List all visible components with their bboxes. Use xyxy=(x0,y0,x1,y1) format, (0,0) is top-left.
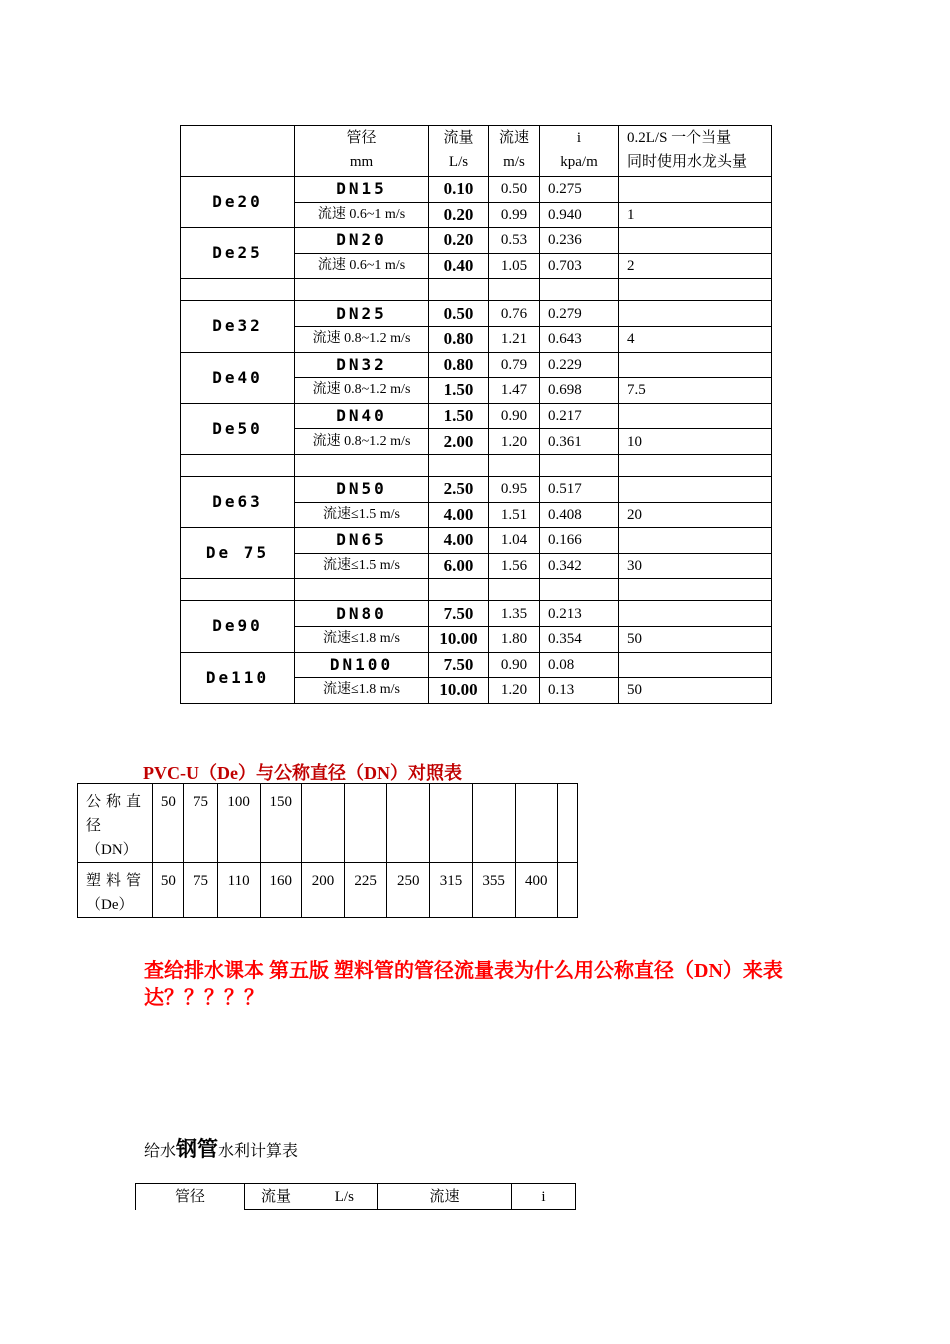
fixture-count-cell xyxy=(619,601,772,627)
blank-cell xyxy=(619,579,772,601)
de-size-cell: De25 xyxy=(181,228,295,279)
velocity-cell: 0.76 xyxy=(489,301,540,327)
flow-cell: 0.20 xyxy=(429,228,489,254)
table-row xyxy=(181,528,772,554)
head-loss-cell: 0.698 xyxy=(540,378,619,404)
fixture-count-cell xyxy=(619,528,772,554)
header-i: i kpa/m xyxy=(540,126,619,177)
fixture-count-cell xyxy=(619,228,772,254)
head-loss-cell: 0.354 xyxy=(540,626,619,652)
flow-cell: 2.00 xyxy=(429,429,489,455)
fixture-count-cell: 10 xyxy=(619,429,772,455)
fixture-count-cell xyxy=(619,652,772,678)
blank-cell xyxy=(619,454,772,476)
pvc-cell: 75 xyxy=(184,863,217,918)
velocity-cell: 1.05 xyxy=(489,253,540,279)
header-velocity: 流速 m/s xyxy=(489,126,540,177)
pvc-cell: 100 xyxy=(217,784,260,863)
pvc-cell xyxy=(515,784,557,863)
flow-cell: 10.00 xyxy=(429,678,489,704)
flow-cell: 2.50 xyxy=(429,476,489,502)
velocity-cell: 0.79 xyxy=(489,352,540,378)
de-size-cell: De40 xyxy=(181,352,295,403)
pvc-cell: 355 xyxy=(472,863,515,918)
fixture-count-cell xyxy=(619,476,772,502)
table-row xyxy=(181,476,772,502)
header-diameter: 管径 mm xyxy=(295,126,429,177)
pvc-cell xyxy=(345,784,387,863)
fixture-count-cell: 30 xyxy=(619,553,772,579)
dn-size-cell: DN25 xyxy=(295,301,429,327)
dn-size-cell: DN65 xyxy=(295,528,429,554)
flow-cell: 0.80 xyxy=(429,352,489,378)
header-row xyxy=(181,126,772,177)
blank-row xyxy=(181,579,772,601)
fixture-count-cell: 1 xyxy=(619,202,772,228)
de-size-cell: De32 xyxy=(181,301,295,352)
blank-cell xyxy=(540,454,619,476)
blank-cell xyxy=(489,279,540,301)
pvc-cell: 75 xyxy=(184,784,217,863)
de-size-cell: De50 xyxy=(181,403,295,454)
pvc-cell-empty xyxy=(557,863,577,918)
blank-row xyxy=(181,279,772,301)
flow-cell: 0.10 xyxy=(429,177,489,203)
blank-cell xyxy=(489,579,540,601)
pvc-dn-table xyxy=(77,783,578,918)
pvc-cell: 315 xyxy=(430,863,472,918)
pvc-cell: 160 xyxy=(260,863,301,918)
table-row xyxy=(181,177,772,203)
table-row xyxy=(181,601,772,627)
pvc-cell-empty xyxy=(557,784,577,863)
head-loss-cell: 0.217 xyxy=(540,403,619,429)
head-loss-cell: 0.236 xyxy=(540,228,619,254)
blank-row xyxy=(181,454,772,476)
velocity-cell: 0.95 xyxy=(489,476,540,502)
velocity-cell: 0.50 xyxy=(489,177,540,203)
head-loss-cell: 0.940 xyxy=(540,202,619,228)
flow-cell: 1.50 xyxy=(429,403,489,429)
blank-cell xyxy=(181,454,295,476)
velocity-range-cell: 流速 0.6~1 m/s xyxy=(295,202,429,228)
flow-cell: 4.00 xyxy=(429,528,489,554)
dn-size-cell: DN20 xyxy=(295,228,429,254)
dn-size-cell: DN100 xyxy=(295,652,429,678)
flow-cell: 0.20 xyxy=(429,202,489,228)
flow-cell: 7.50 xyxy=(429,601,489,627)
fixture-count-cell: 50 xyxy=(619,678,772,704)
pipe-flow-table xyxy=(180,125,772,704)
header-fixture-count: 0.2L/S 一个当量 同时使用水龙头量 xyxy=(619,126,772,177)
head-loss-cell: 0.342 xyxy=(540,553,619,579)
velocity-cell: 1.20 xyxy=(489,678,540,704)
pvc-cell xyxy=(301,784,344,863)
head-loss-cell: 0.361 xyxy=(540,429,619,455)
de-size-cell: De63 xyxy=(181,476,295,527)
velocity-cell: 1.80 xyxy=(489,626,540,652)
steel-header-row xyxy=(136,1184,576,1210)
head-loss-cell: 0.279 xyxy=(540,301,619,327)
pvc-row-dn-label: 公称直径 （DN） xyxy=(78,784,153,863)
blank-cell xyxy=(429,279,489,301)
fixture-count-cell: 20 xyxy=(619,502,772,528)
fixture-count-cell: 50 xyxy=(619,626,772,652)
blank-cell xyxy=(181,579,295,601)
blank-cell xyxy=(429,454,489,476)
velocity-cell: 0.53 xyxy=(489,228,540,254)
velocity-range-cell: 流速 0.8~1.2 m/s xyxy=(295,429,429,455)
head-loss-cell: 0.408 xyxy=(540,502,619,528)
steel-header-i: i xyxy=(512,1184,576,1210)
pvc-cell xyxy=(387,784,430,863)
blank-cell xyxy=(181,279,295,301)
pvc-cell: 150 xyxy=(260,784,301,863)
de-size-cell: De110 xyxy=(181,652,295,703)
flow-cell: 4.00 xyxy=(429,502,489,528)
header-de xyxy=(181,126,295,177)
velocity-cell: 1.56 xyxy=(489,553,540,579)
pvc-row-de xyxy=(78,863,578,918)
question-text: 查给排水课本 第五版 塑料管的管径流量表为什么用公称直径（DN）来表达？？？？？ xyxy=(144,960,783,1009)
velocity-range-cell: 流速 0.8~1.2 m/s xyxy=(295,326,429,352)
de-size-cell: De 75 xyxy=(181,528,295,579)
velocity-cell: 0.99 xyxy=(489,202,540,228)
velocity-range-cell: 流速≤1.8 m/s xyxy=(295,678,429,704)
velocity-cell: 1.04 xyxy=(489,528,540,554)
head-loss-cell: 0.213 xyxy=(540,601,619,627)
fixture-count-cell xyxy=(619,352,772,378)
head-loss-cell: 0.166 xyxy=(540,528,619,554)
fixture-count-cell: 7.5 xyxy=(619,378,772,404)
table-row xyxy=(181,652,772,678)
blank-cell xyxy=(295,279,429,301)
pvc-cell xyxy=(472,784,515,863)
velocity-range-cell: 流速≤1.5 m/s xyxy=(295,553,429,579)
flow-cell: 7.50 xyxy=(429,652,489,678)
pvc-cell: 250 xyxy=(387,863,430,918)
dn-size-cell: DN40 xyxy=(295,403,429,429)
pvc-cell: 200 xyxy=(301,863,344,918)
head-loss-cell: 0.703 xyxy=(540,253,619,279)
velocity-cell: 0.90 xyxy=(489,403,540,429)
fixture-count-cell: 2 xyxy=(619,253,772,279)
blank-cell xyxy=(429,579,489,601)
de-size-cell: De90 xyxy=(181,601,295,652)
flow-cell: 1.50 xyxy=(429,378,489,404)
velocity-range-cell: 流速≤1.8 m/s xyxy=(295,626,429,652)
flow-cell: 0.80 xyxy=(429,326,489,352)
velocity-range-cell: 流速 0.8~1.2 m/s xyxy=(295,378,429,404)
velocity-cell: 1.35 xyxy=(489,601,540,627)
velocity-cell: 1.20 xyxy=(489,429,540,455)
velocity-cell: 1.51 xyxy=(489,502,540,528)
header-flow: 流量 L/s xyxy=(429,126,489,177)
pvc-cell: 110 xyxy=(217,863,260,918)
pvc-row-de-label: 塑料管 （De） xyxy=(78,863,153,918)
pvc-cell: 400 xyxy=(515,863,557,918)
steel-header-flow: 流量 L/s xyxy=(245,1184,378,1210)
table-row xyxy=(181,301,772,327)
blank-cell xyxy=(540,279,619,301)
velocity-cell: 1.47 xyxy=(489,378,540,404)
flow-cell: 0.50 xyxy=(429,301,489,327)
fixture-count-cell xyxy=(619,177,772,203)
pvc-cell: 50 xyxy=(153,863,184,918)
pvc-cell xyxy=(430,784,472,863)
fixture-count-cell xyxy=(619,403,772,429)
pvc-cell: 50 xyxy=(153,784,184,863)
velocity-range-cell: 流速≤1.5 m/s xyxy=(295,502,429,528)
steel-table-title: 给水钢管水利计算表 xyxy=(144,1137,299,1161)
blank-cell xyxy=(540,579,619,601)
blank-cell xyxy=(619,279,772,301)
velocity-range-cell: 流速 0.6~1 m/s xyxy=(295,253,429,279)
dn-size-cell: DN15 xyxy=(295,177,429,203)
velocity-cell: 1.21 xyxy=(489,326,540,352)
head-loss-cell: 0.08 xyxy=(540,652,619,678)
steel-header-velocity: 流速 xyxy=(378,1184,512,1210)
fixture-count-cell xyxy=(619,301,772,327)
flow-cell: 10.00 xyxy=(429,626,489,652)
velocity-cell: 0.90 xyxy=(489,652,540,678)
dn-size-cell: DN50 xyxy=(295,476,429,502)
dn-size-cell: DN80 xyxy=(295,601,429,627)
head-loss-cell: 0.229 xyxy=(540,352,619,378)
table-row xyxy=(181,403,772,429)
fixture-count-cell: 4 xyxy=(619,326,772,352)
pvc-cell: 225 xyxy=(345,863,387,918)
head-loss-cell: 0.13 xyxy=(540,678,619,704)
flow-cell: 0.40 xyxy=(429,253,489,279)
de-size-cell: De20 xyxy=(181,177,295,228)
pvc-row-dn xyxy=(78,784,578,863)
table-row xyxy=(181,352,772,378)
blank-cell xyxy=(295,579,429,601)
head-loss-cell: 0.517 xyxy=(540,476,619,502)
blank-cell xyxy=(489,454,540,476)
table-row xyxy=(181,228,772,254)
steel-pipe-table xyxy=(135,1183,576,1210)
dn-size-cell: DN32 xyxy=(295,352,429,378)
head-loss-cell: 0.275 xyxy=(540,177,619,203)
pvc-table-title: PVC-U（De）与公称直径（DN）对照表 xyxy=(143,763,462,783)
steel-header-diameter: 管径 xyxy=(136,1184,245,1210)
blank-cell xyxy=(295,454,429,476)
head-loss-cell: 0.643 xyxy=(540,326,619,352)
flow-cell: 6.00 xyxy=(429,553,489,579)
